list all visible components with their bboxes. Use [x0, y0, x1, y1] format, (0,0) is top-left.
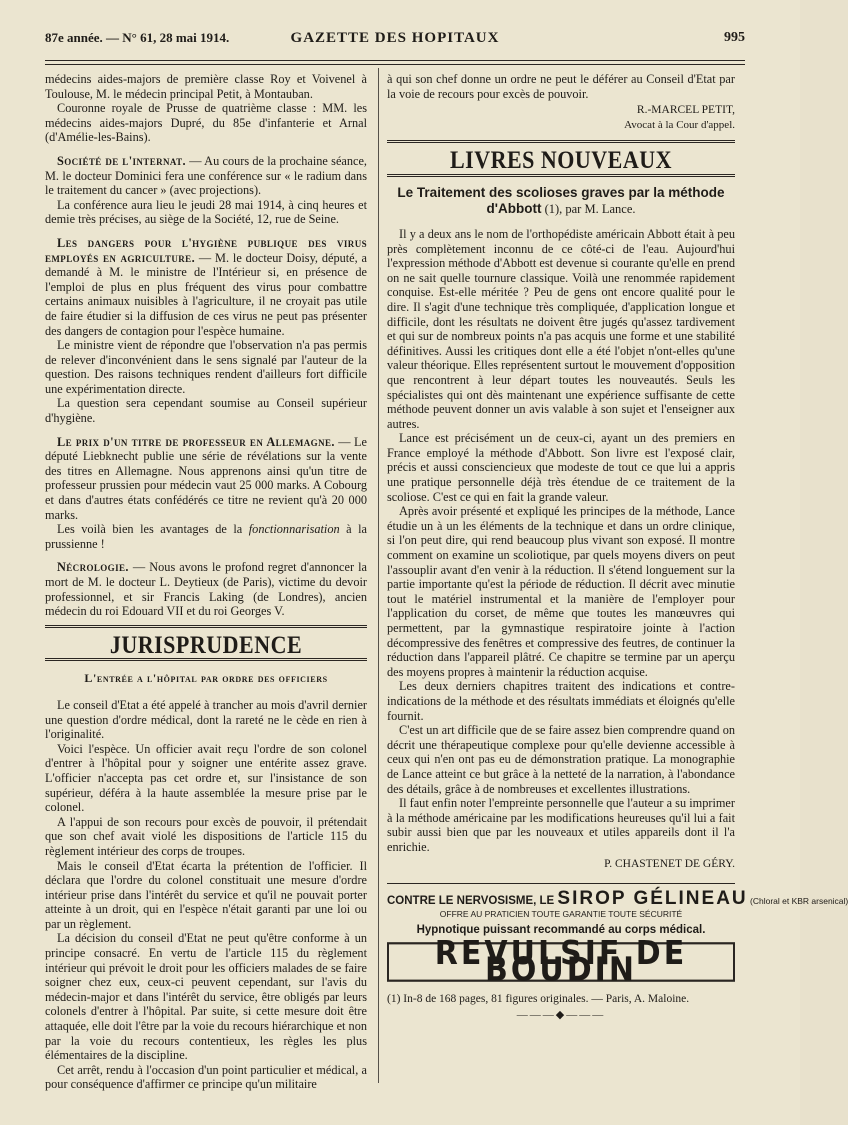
paragraph: Il y a deux ans le nom de l'orthopédiste américain Abbott était à peu près complètement inconnu de ce côté-ci de l'eau. Aujourd'hui l'expression méthode d'Abbott est devenue si courante qu'elle en prend on ne sait quelle tournure classique. Voilà une renommée rapidement conquise. Est-elle méritée ? Peu de gens ont encore qualité pour le dire. Il s'agit d'une technique très compliquée, d'application longue et difficile, dont les résultats ne doivent être jugés qu'assez tardivement et qui sur de nombreux points n'a pas acquis une forme et une stabilité définitives. Aussi les critiques dont elle a été l'objet n'ont-elles qu'une valeur théorique. Elles représentent surtout le mouvement d'opposition que rencontrent à leur départ toutes les nouveautés. Seuls les spécialistes qui ont dès maintenant une expérience suffisante de cette méthode peuvent donner un avis valable à son sujet et l'enseigner aux autres.	[387, 226, 735, 431]
paragraph: La décision du conseil d'Etat ne peut qu'être conforme à un principe consacré. En vertu de l'article 115 du règlement intérieur qui prévoit le droit pour les officiers malades de se faire soigner chez eux, ceux-ci peuvent cependant, sur l'avis du médecin-major et dans l'intérêt du service, être obligés par leurs colonels d'entrer à l'hôpital. Par suite, si cette mesure doit être attaquée, elle doit l'être par la voie du recours hiérarchique et non par la voie du recours contentieux, les règles les plus élémentaires de la discipline.	[45, 931, 367, 1063]
paragraph	[45, 522, 367, 551]
page-header	[45, 30, 745, 56]
section-rule	[45, 625, 367, 628]
ad-banner: REVULSIF DE BOUDIN	[387, 942, 735, 982]
ad-text: CONTRE LE NERVOSISME, LE	[387, 895, 558, 908]
book-author: (1), par M. Lance.	[541, 201, 636, 216]
news-text: — Le député Liebknecht publie une série de révélations sur la vente des titres en Allemagne. Nous apprenons ainsi qu'un titre de professeur prussien pour médecin vaut 25 000 marks. A Cobourg et dans d'autres états confédérés ce titre ne revient qu'à 20 000 marks.	[45, 434, 367, 522]
italic-word: fonctionnarisation	[248, 522, 340, 537]
paragraph: A l'appui de son recours pour excès de pouvoir, il prétendait que son chef avait violé les dispositions de l'article 115 du règlement intérieur des corps de troupes.	[45, 814, 367, 858]
header-rule	[45, 60, 745, 61]
header-rule-2	[45, 64, 745, 65]
text-run: à la prussienne !	[45, 522, 368, 551]
news-heading: Nécrologie.	[57, 560, 129, 575]
news-text: — Nous avons le profond regret d'annoncer la mort de M. le docteur L. Deytieux (de Paris), victime du devoir professionnel, et sir Francis Laking (de Londres), ancien médecin du roi Edouard VII et du roi Georges V.	[45, 560, 367, 619]
review-signature: P. CHASTENET DE GÉRY.	[604, 857, 735, 870]
news-text: — M. le docteur Doisy, député, a demandé à M. le ministre de l'Intérieur si, en présence de l'emploi de plus en plus fréquent des virus pour combattre certains animaux nuisibles à l'agriculture, il ne croyait pas utile de faire étudier si la diffusion de ces virus ne peut pas présenter des dangers de contagion pour l'espèce humaine.	[45, 250, 367, 338]
news-item	[45, 154, 367, 198]
book-title-text: Le Traitement des scolioses graves par la méthode d'Abbott	[397, 184, 725, 216]
column-separator	[378, 68, 379, 1083]
ad-line: Hypnotique puissant recommandé au corps médical.	[416, 924, 706, 937]
section-title-livres: LIVRES NOUVEAUX	[449, 145, 673, 175]
ad-note: (Chloral et KBR arsenical)	[747, 896, 848, 907]
ornament-divider: ———◆———	[516, 1009, 606, 1022]
signature-role: Avocat à la Cour d'appel.	[624, 118, 735, 131]
paragraph: La question sera cependant soumise au Conseil supérieur d'hygiène.	[45, 396, 367, 426]
section-rule	[45, 658, 367, 661]
article-title: L'entrée a l'hôpital par ordre des officiers	[84, 671, 328, 686]
news-item	[45, 236, 367, 338]
paragraph: à qui son chef donne un ordre ne peut le déférer au Conseil d'Etat par la voie de recours pour excès de pouvoir.	[387, 72, 735, 101]
book-title	[387, 185, 735, 217]
left-column	[45, 72, 367, 1092]
journal-title: GAZETTE DES HOPITAUX	[290, 30, 500, 46]
news-heading: Les dangers pour l'hygiène publique des virus employés en agriculture.	[45, 235, 367, 265]
section-title-jurisprudence: JURISPRUDENCE	[109, 629, 303, 659]
footnote: (1) In-8 de 168 pages, 81 figures originales. — Paris, A. Maloine.	[387, 993, 690, 1006]
ad-brand: SIROP GÉLINEAU	[557, 888, 748, 910]
advertisement	[387, 883, 848, 989]
news-heading: Le prix d'un titre de professeur en Allemagne.	[57, 434, 335, 449]
news-item	[45, 435, 367, 523]
paragraph: Mais le conseil d'Etat écarta la prétention de l'officier. Il déclara que l'ordre du colonel constituait une mesure d'ordre intérieur prise dans l'intérêt du service et qu'il ne pouvait porter atteinte à un droit, qui en l'espèce n'était garanti par une loi ou par un règlement.	[45, 858, 367, 931]
paragraph: Lance est précisément un de ceux-ci, ayant un des premiers en France employé la méthode d'Abbott. Son livre est l'exposé clair, précis et aussi consciencieux que modeste de tout ce que lui a appris une pratique personnelle déjà très étendue de ce traitement de la scoliose. C'est ce qui en fait la grande valeur.	[387, 431, 735, 504]
paragraph: Cet arrêt, rendu à l'occasion d'un point particulier et médical, a pour conséquence d'affirmer ce principe qu'un militaire	[45, 1062, 367, 1092]
paragraph: Après avoir présenté et expliqué les principes de la méthode, Lance étudie un à un les éléments de la technique et dans un ordre clinique, si l'on peut dire, qui rend beaucoup plus vivant son exposé. Il montre comment on examine un scoliotique, par quels moyens divers on peut l'assouplir avant d'en venir à la réduction. Il s'étend longuement sur la partie importante qu'est la période de réduction. Il décrit avec minutie tout le matériel instrumental et la manière de l'employer pour l'application du corset, de même que toutes les manœuvres qui permettent, par la gymnastique respiratoire jointe à l'action décompressive des fenêtres et compressive des feutres, de continuer la réduction dans l'appareil plâtré. Ce chapitre se termine par un aperçu des moyens propres à maintenir la réduction acquise.	[387, 504, 735, 679]
paragraph: Couronne royale de Prusse de quatrième classe : MM. les médecins aides-majors Dupré, du 85e d'infanterie et Arnal (d'Amélie-les-Bains).	[45, 101, 367, 145]
news-text: — Au cours de la prochaine séance, M. le docteur Dominici fera une conférence sur « le radium dans le traitement du cancer » (avec projections).	[45, 153, 367, 198]
paragraph: Les deux derniers chapitres traitent des indications et contre-indications de la méthode et des résultats immédiats et éloignés qu'elle fournit.	[387, 679, 735, 723]
paragraph: La conférence aura lieu le jeudi 28 mai 1914, à cinq heures et demie très précises, au siège de la Société, 12, rue de Seine.	[45, 197, 367, 227]
text-run: Les voilà bien les avantages de la	[57, 522, 249, 537]
section-rule	[387, 140, 735, 143]
paragraph: Le ministre vient de répondre que l'observation n'a pas permis de relever d'inconvénient dans le sens signalé par l'auteur de la question. Des raisons techniques rendent d'ailleurs fort difficile une expérimentation directe.	[45, 338, 367, 396]
paragraph: médecins aides-majors de première classe Roy et Voivenel à Toulouse, M. le médecin principal Petit, à Montauban.	[45, 72, 367, 101]
right-column	[387, 72, 848, 1023]
paragraph: Il faut enfin noter l'empreinte personnelle que l'auteur a su imprimer à la méthode américaine par les modifications heureuses qu'il lui a fait subir aussi bien que par les nouveaux et utiles appareils dont il l'a enrichie.	[387, 796, 735, 854]
issue-info: 87e année. — N° 61, 28 mai 1914.	[45, 30, 230, 45]
page-number: 995	[724, 30, 745, 45]
paragraph: Voici l'espèce. Un officier avait reçu l'ordre de son colonel d'entrer à l'hôpital pour y soigner une entérite assez grave. L'officier n'accepta pas cet ordre et, sur l'insistance de son supérieur, déféra à la haute assemblée la mesure prise par le colonel.	[45, 741, 367, 815]
section-rule	[387, 174, 735, 177]
news-item	[45, 560, 367, 618]
paragraph: C'est un art difficile que de se faire assez bien comprendre quand on décrit une thérapeutique complexe pour qu'elle devienne accessible à ceux qui n'en ont pas eu de démonstration pratique. La monographie de Lance atteint ce but grâce à la netteté de la narration, à l'abondance des détails, grâce à de nombreuses et excellentes illustrations.	[387, 723, 735, 796]
signature-name: R.-MARCEL PETIT,	[636, 104, 735, 117]
paragraph: Le conseil d'Etat a été appelé à trancher au mois d'avril dernier une question d'ordre médical, dont la rareté ne le cède en rien à l'originalité.	[45, 697, 367, 742]
news-heading: Société de l'internat.	[57, 153, 187, 168]
ad-line: OFFRE AU PRATICIEN TOUTE GARANTIE TOUTE SÉCURITÉ	[439, 908, 683, 919]
